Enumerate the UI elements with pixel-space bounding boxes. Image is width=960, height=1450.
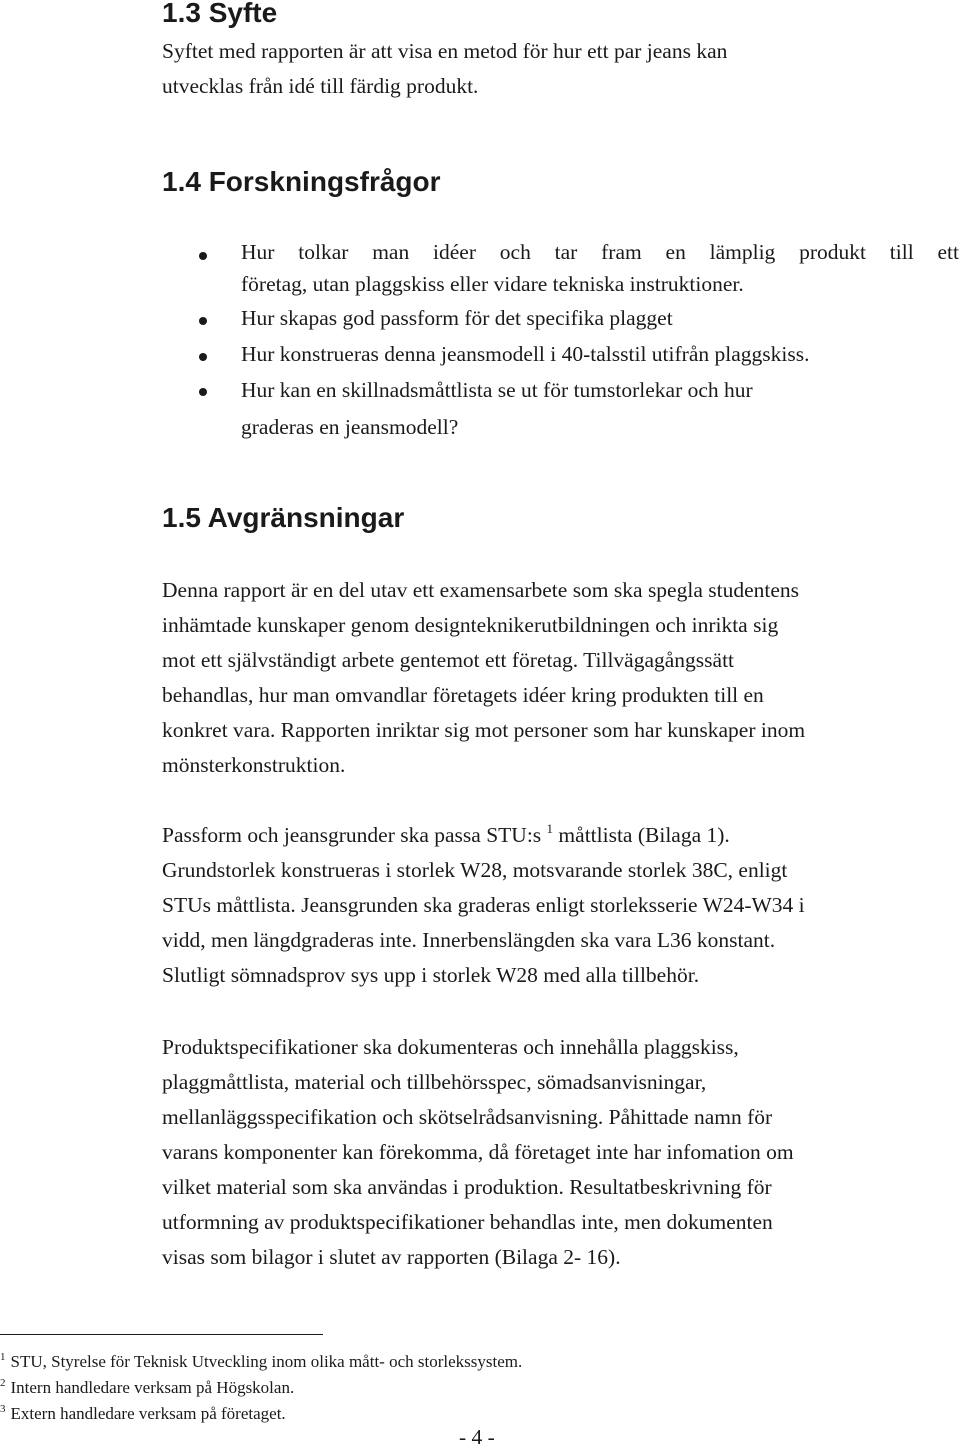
paragraph-line: mellanläggsspecifikation och skötselrådsanvisning. Påhittade namn för: [162, 1105, 773, 1129]
paragraph-line: mönsterkonstruktion.: [162, 753, 346, 777]
footnote-text: Extern handledare verksam på företaget.: [10, 1404, 286, 1423]
paragraph-line: utformning av produktspecifikationer behandlas inte, men dokumenten: [162, 1210, 773, 1234]
research-question-line: graderas en jeansmodell?: [241, 415, 459, 439]
bullet-icon: [199, 252, 207, 260]
bullet-icon: [199, 388, 207, 396]
heading-syfte: 1.3 Syfte: [162, 0, 278, 28]
paragraph-text: måttlista (Bilaga 1).: [553, 823, 730, 847]
footnote-text: Intern handledare verksam på Högskolan.: [10, 1378, 295, 1397]
heading-avgransningar: 1.5 Avgränsningar: [162, 502, 405, 533]
paragraph-line: STUs måttlista. Jeansgrunden ska graderas enligt storleksserie W24-W34 i: [162, 893, 805, 917]
footnote-reference: 1: [546, 821, 554, 836]
research-question-line: företag, utan plaggskiss eller vidare tekniska instruktioner.: [241, 272, 744, 296]
research-question-text: [241, 337, 959, 372]
paragraph-line: behandlas, hur man omvandlar företagets idéer kring produkten till en: [162, 683, 764, 707]
heading-forskningsfragor: 1.4 Forskningsfrågor: [162, 166, 441, 197]
paragraph-line: Slutligt sömnadsprov sys upp i storlek W28 med alla tillbehör.: [162, 963, 700, 987]
syfte-line: Syftet med rapporten är att visa en metod för hur ett par jeans kan: [162, 39, 728, 63]
paragraph-line: varans komponenter kan förekomma, då företaget inte har infomation om: [162, 1140, 794, 1164]
paragraph-line: mot ett självständigt arbete gentemot ett företag. Tillvägagångssätt: [162, 648, 735, 672]
research-question-line: Hur konstrueras denna jeansmodell i 40-talsstil utifrån plaggskiss.: [241, 342, 810, 366]
paragraph-line: visas som bilagor i slutet av rapporten (Bilaga 2- 16).: [162, 1245, 621, 1269]
research-question-line: Hur tolkar man idéer och tar fram en lämplig produkt till ett: [241, 240, 959, 264]
paragraph-line: konkret vara. Rapporten inriktar sig mot personer som har kunskaper inom: [162, 718, 806, 742]
syfte-line: utvecklas från idé till färdig produkt.: [162, 74, 479, 98]
footnote: [0, 1351, 522, 1375]
paragraph-line: Produktspecifikationer ska dokumenteras och innehålla plaggskiss,: [162, 1035, 739, 1059]
avgransningar-paragraph-1: [162, 573, 960, 783]
paragraph-text: Passform och jeansgrunder ska passa STU:s: [162, 823, 547, 847]
footnote: [0, 1377, 294, 1401]
paragraph-line: plaggmåttlista, material och tillbehörsspec, sömadsanvisningar,: [162, 1070, 707, 1094]
footnote-number: 1: [0, 1351, 6, 1363]
page-number-text: - 4 -: [459, 1425, 495, 1449]
research-question-text: [241, 372, 959, 446]
bullet-icon: [199, 317, 207, 325]
paragraph-line: Grundstorlek konstrueras i storlek W28, motsvarande storlek 38C, enligt: [162, 858, 788, 882]
research-question-line: Hur skapas god passform för det specifika plagget: [241, 306, 673, 330]
footnote-text: STU, Styrelse för Teknisk Utveckling inom olika mått- och storlekssystem.: [10, 1352, 523, 1371]
syfte-paragraph: [162, 34, 960, 104]
research-question-text: [241, 236, 959, 300]
paragraph-line: Denna rapport är en del utav ett examensarbete som ska spegla studentens: [162, 578, 800, 602]
footnote-number: 3: [0, 1403, 6, 1415]
footnote-number: 2: [0, 1377, 6, 1389]
paragraph-line: [162, 818, 960, 853]
footnote: [0, 1403, 286, 1427]
bullet-icon: [199, 353, 207, 361]
footnote-separator: [0, 1334, 323, 1335]
paragraph-line: vidd, men längdgraderas inte. Innerbenslängden ska vara L36 konstant.: [162, 928, 776, 952]
research-question-line: Hur kan en skillnadsmåttlista se ut för tumstorlekar och hur: [241, 378, 753, 402]
paragraph-line: vilket material som ska användas i produktion. Resultatbeskrivning för: [162, 1175, 772, 1199]
research-question-text: [241, 301, 959, 336]
avgransningar-paragraph-3: [162, 1030, 960, 1275]
paragraph-line: inhämtade kunskaper genom designteknikerutbildningen och inrikta sig: [162, 613, 779, 637]
avgransningar-paragraph-2: [162, 818, 960, 993]
